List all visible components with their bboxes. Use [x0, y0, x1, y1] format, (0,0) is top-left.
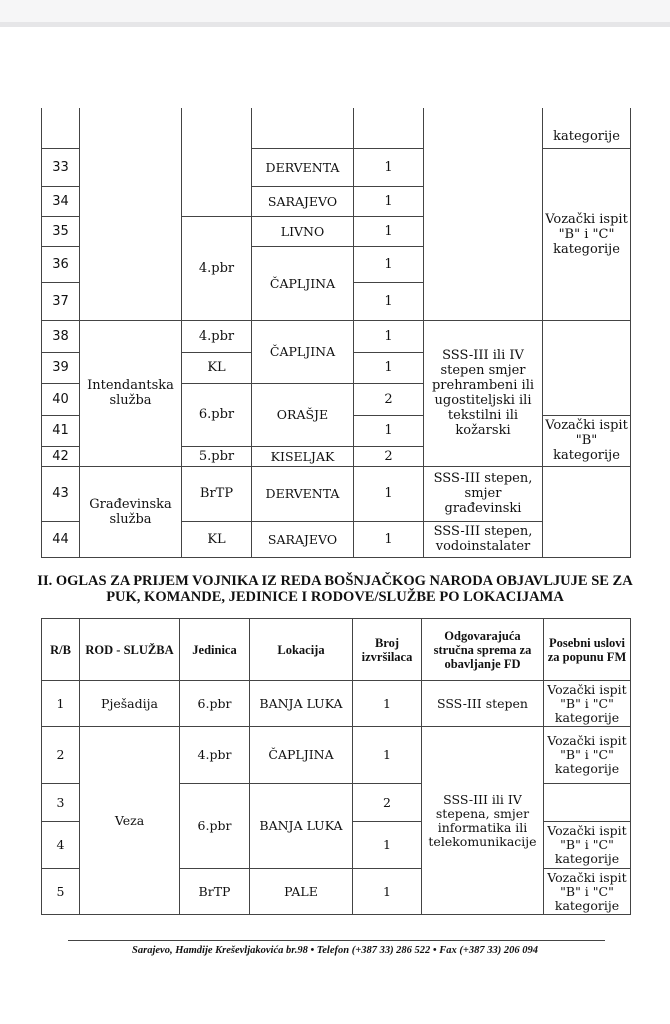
rb-cell: 43: [42, 466, 80, 521]
header-sprema: Odgovarajuća stručna sprema za obavljanje FD: [422, 619, 544, 681]
header-jedinica: Jedinica: [180, 619, 250, 681]
broj-cell: 1: [353, 869, 422, 915]
broj-cell: 1: [354, 246, 424, 282]
rod-cell: Građevinska služba: [80, 466, 182, 557]
jedinica-cell: 5.pbr: [182, 446, 252, 466]
broj-cell: 2: [354, 446, 424, 466]
rb-cell: 38: [42, 320, 80, 352]
rb-cell: 35: [42, 216, 80, 246]
lokacija-cell: ORAŠJE: [252, 383, 354, 446]
rb-cell: 40: [42, 383, 80, 415]
jedinica-cell: KL: [182, 352, 252, 383]
header-broj: Broj izvršilaca: [353, 619, 422, 681]
broj-cell: 1: [353, 822, 422, 869]
jedinica-cell: 4.pbr: [180, 727, 250, 784]
rb-cell: 39: [42, 352, 80, 383]
broj-cell: 2: [353, 784, 422, 822]
broj-cell: 1: [354, 415, 424, 446]
lokacija-cell: BANJA LUKA: [250, 784, 353, 869]
broj-cell: 1: [354, 216, 424, 246]
broj-cell: 2: [354, 383, 424, 415]
lokacija-cell: SARAJEVO: [252, 521, 354, 557]
broj-cell: 1: [353, 727, 422, 784]
sprema-cell: SSS-III stepen, smjer građevinski: [424, 466, 543, 521]
rod-cell: Pješadija: [80, 681, 180, 727]
rb-cell: 2: [42, 727, 80, 784]
jedinica-cell: 4.pbr: [182, 216, 252, 320]
rod-cell: Intendantska služba: [80, 320, 182, 466]
jedinica-cell: 6.pbr: [180, 784, 250, 869]
sprema-cell: SSS-III stepen: [422, 681, 544, 727]
broj-cell: 1: [353, 681, 422, 727]
sprema-cell: SSS-III ili IV stepena, smjer informatika ili telekomunikacije: [422, 727, 544, 915]
broj-cell: 1: [354, 352, 424, 383]
uslovi-fragment: kategorije: [543, 108, 631, 148]
lokacija-cell: DERVENTA: [252, 466, 354, 521]
uslovi-cell: Vozački ispit "B" i "C" kategorije: [544, 681, 631, 727]
viewer-top-bar: [0, 0, 670, 27]
rb-cell: 1: [42, 681, 80, 727]
footer-rule: [68, 940, 605, 941]
lokacija-cell: ČAPLJINA: [252, 320, 354, 383]
footer-address: Sarajevo, Hamdije Kreševljakovića br.98 • Telefon (+387 33) 286 522 • Fax (+387 33) 206 094: [132, 945, 538, 956]
jedinica-cell: 6.pbr: [180, 681, 250, 727]
jedinica-cell: 6.pbr: [182, 383, 252, 446]
header-rod: ROD - SLUŽBA: [80, 619, 180, 681]
uslovi-cell: Vozački ispit "B" i "C" kategorije: [543, 148, 631, 320]
sprema-cell: SSS-III ili IV stepen smjer prehrambeni ili ugostiteljski ili tekstilni ili kožarski: [424, 320, 543, 466]
header-lokacija: Lokacija: [250, 619, 353, 681]
lokacija-cell: SARAJEVO: [252, 186, 354, 216]
uslovi-cell: Vozački ispit "B" i "C" kategorije: [544, 727, 631, 784]
uslovi-cell: Vozački ispit "B" i "C" kategorije: [544, 869, 631, 915]
lokacija-cell: BANJA LUKA: [250, 681, 353, 727]
lokacija-cell: LIVNO: [252, 216, 354, 246]
header-uslovi: Posebni uslovi za popunu FM: [544, 619, 631, 681]
lokacija-cell: KISELJAK: [252, 446, 354, 466]
jedinica-cell: BrTP: [180, 869, 250, 915]
rb-cell: 37: [42, 282, 80, 320]
rb-cell: 4: [42, 822, 80, 869]
header-rb: R/B: [42, 619, 80, 681]
sprema-cell: SSS-III stepen, vodoinstalater: [424, 521, 543, 557]
uslovi-cell: Vozački ispit "B" kategorije: [543, 415, 631, 466]
rb-cell: 33: [42, 148, 80, 186]
broj-cell: 1: [354, 320, 424, 352]
section-heading: II. OGLAS ZA PRIJEM VOJNIKA IZ REDA BOŠNJAČKOG NARODA OBJAVLJUJE SE ZA PUK, KOMANDE, JEDINICE I RODOVE/SLUŽBE PO LOKACIJAMA: [37, 573, 633, 605]
rb-cell: 44: [42, 521, 80, 557]
uslovi-cell: Vozački ispit "B" i "C" kategorije: [544, 822, 631, 869]
rb-cell: 5: [42, 869, 80, 915]
units-table-continued: [41, 108, 631, 558]
jedinica-cell: BrTP: [182, 466, 252, 521]
broj-cell: 1: [354, 466, 424, 521]
broj-cell: 1: [354, 282, 424, 320]
rb-cell: 34: [42, 186, 80, 216]
rb-cell: 36: [42, 246, 80, 282]
lokacija-cell: ČAPLJINA: [252, 246, 354, 320]
lokacija-cell: DERVENTA: [252, 148, 354, 186]
rod-cell: Veza: [80, 727, 180, 915]
lokacija-cell: ČAPLJINA: [250, 727, 353, 784]
lokacija-cell: PALE: [250, 869, 353, 915]
jedinica-cell: KL: [182, 521, 252, 557]
broj-cell: 1: [354, 521, 424, 557]
bosnjak-recruitment-table: [41, 618, 631, 915]
rb-cell: 42: [42, 446, 80, 466]
broj-cell: 1: [354, 148, 424, 186]
jedinica-cell: 4.pbr: [182, 320, 252, 352]
rb-cell: 3: [42, 784, 80, 822]
rb-cell: 41: [42, 415, 80, 446]
broj-cell: 1: [354, 186, 424, 216]
